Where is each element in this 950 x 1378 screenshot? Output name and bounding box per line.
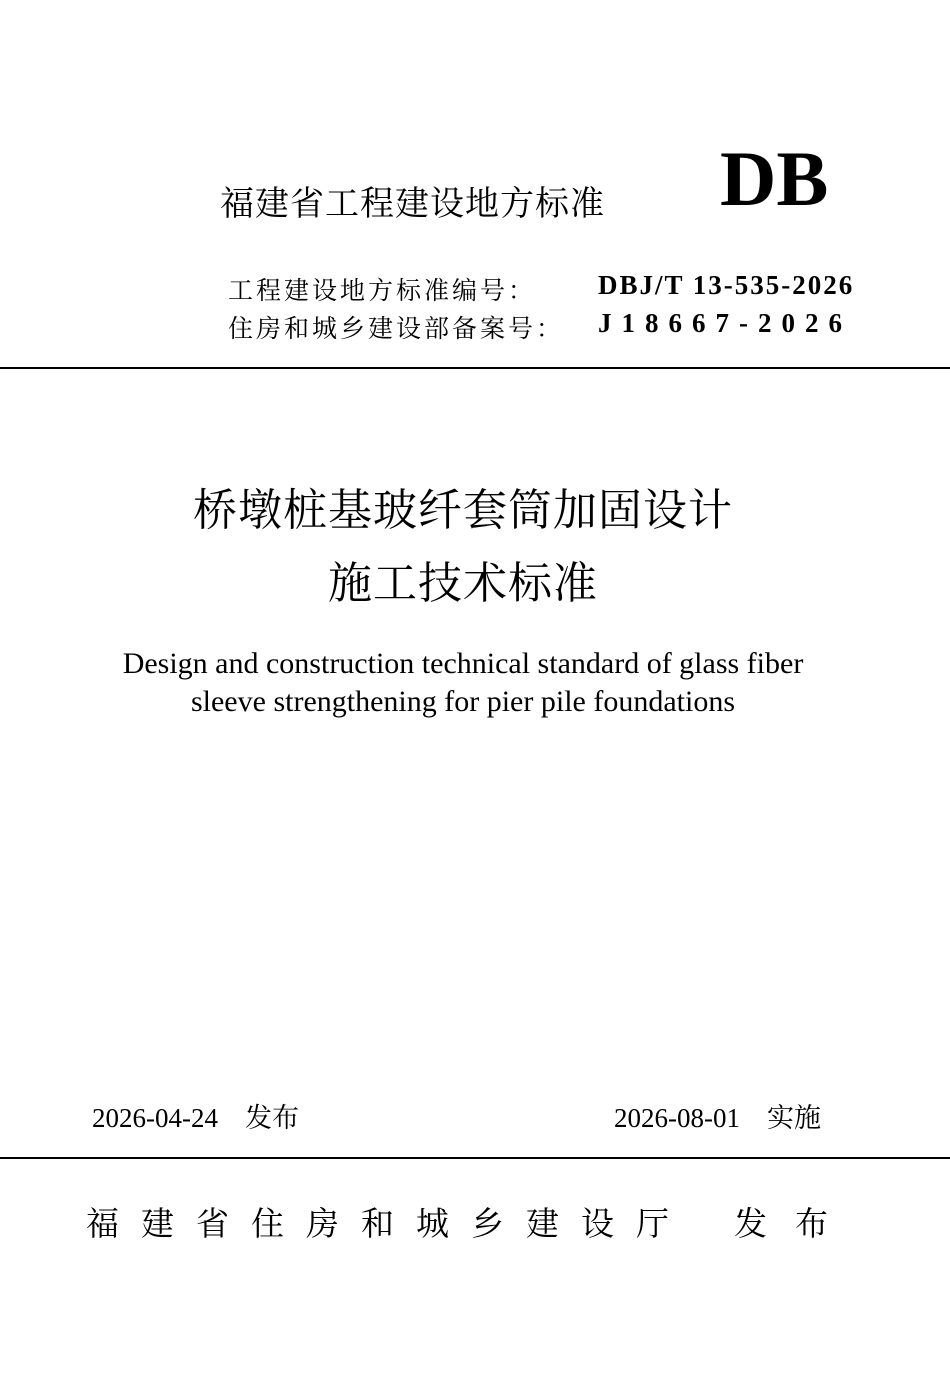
issuing-authority: 福建省住房和城乡建设厅 (86, 1204, 691, 1243)
english-title-line-2: sleeve strengthening for pier pile foundations (190, 685, 735, 718)
db-mark: DB (720, 135, 829, 222)
series-title: 福建省工程建设地方标准 (220, 184, 605, 224)
top-divider (0, 367, 950, 369)
english-title-line-1: Design and construction technical standard of glass fiber (122, 647, 804, 680)
bottom-divider (0, 1157, 950, 1159)
chinese-title-line-2: 施工技术标准 (328, 558, 598, 609)
standard-number-value: DBJ/T 13-535-2026 (598, 270, 855, 300)
issue-date (92, 1096, 299, 1135)
publish-label: 发布 (734, 1204, 856, 1243)
effective-date-label: 实施 (766, 1103, 821, 1134)
record-number-label: 住房和城乡建设部备案号： (228, 314, 565, 343)
record-number-value: J18667-2026 (598, 308, 852, 338)
standard-number-label: 工程建设地方标准编号： (228, 276, 537, 305)
chinese-title-line-1: 桥墩桩基玻纤套筒加固设计 (193, 485, 733, 536)
effective-date (614, 1096, 821, 1135)
issue-date-label: 发布 (244, 1103, 299, 1134)
effective-date-value: 2026-08-01 (614, 1103, 740, 1133)
issue-date-value: 2026-04-24 (92, 1103, 218, 1133)
